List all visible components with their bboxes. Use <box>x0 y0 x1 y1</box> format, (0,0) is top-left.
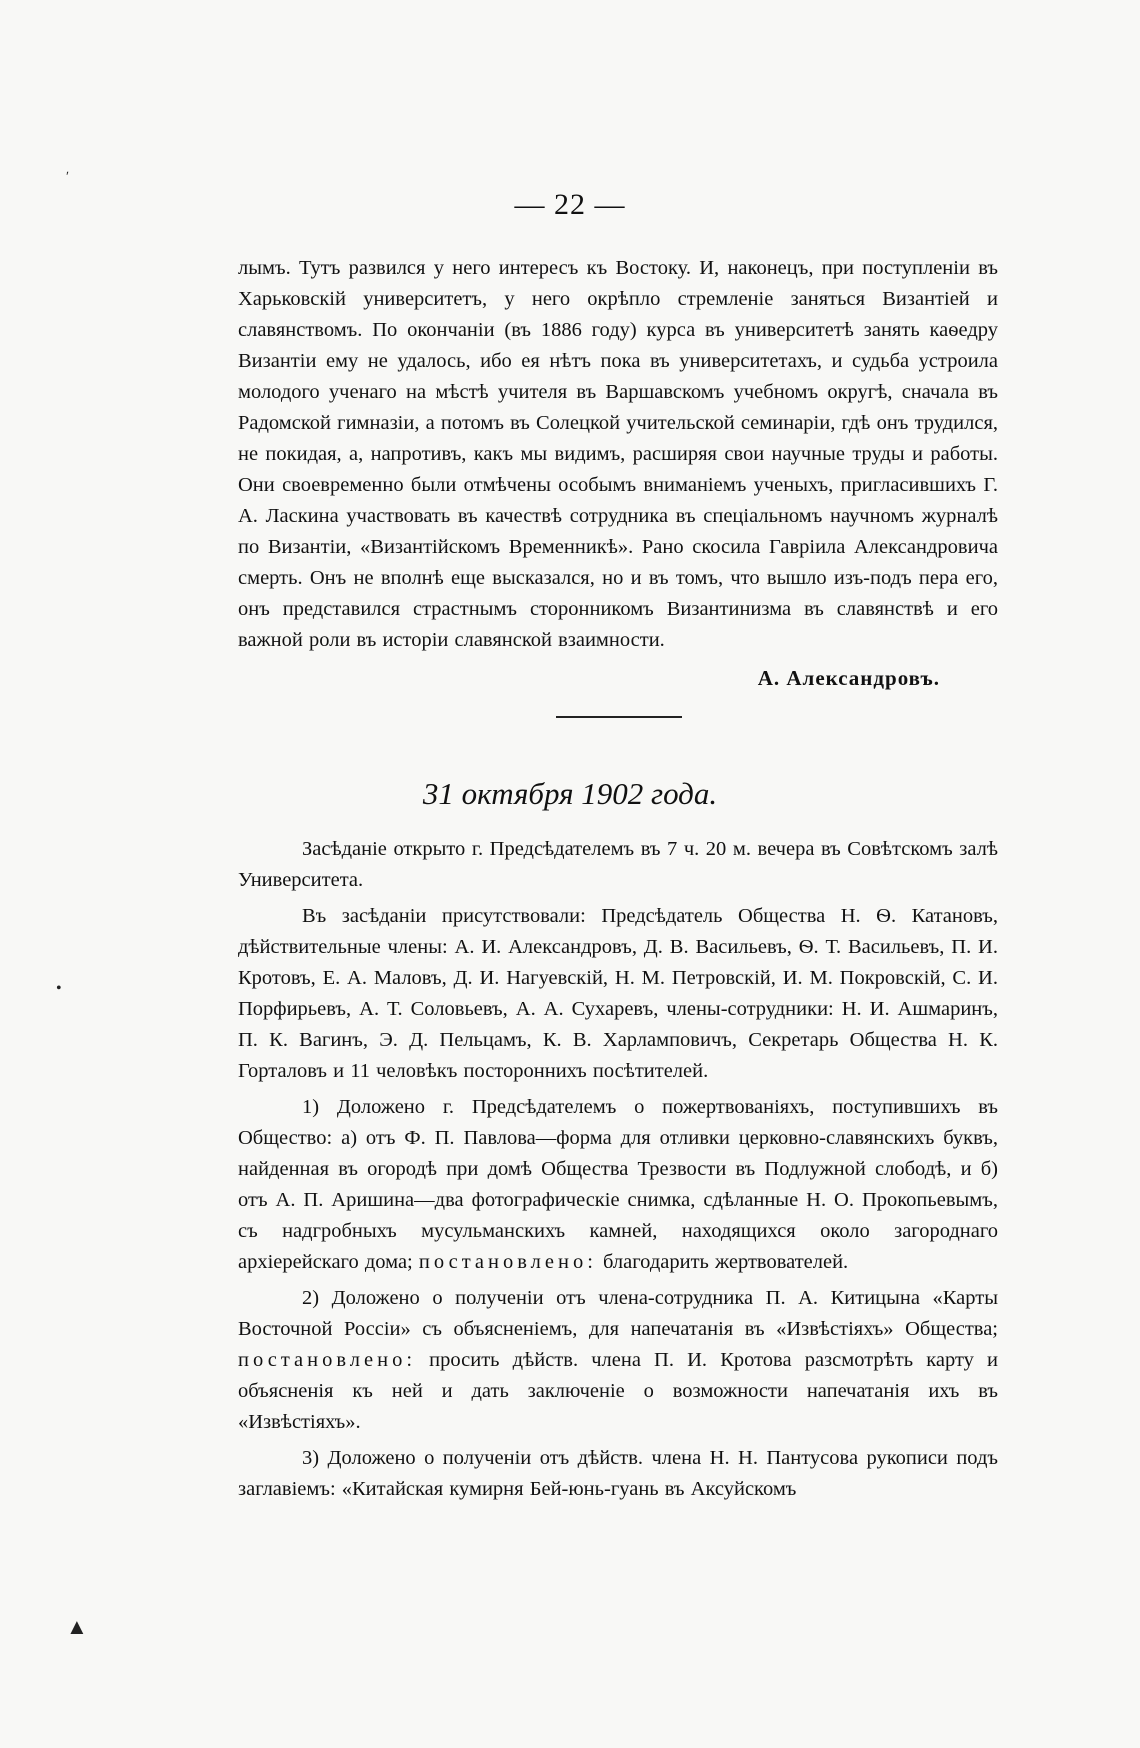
stray-mark: • <box>56 980 62 997</box>
attendance-paragraph: Въ засѣданіи присутствовали: Предсѣдатель Общества Н. Ѳ. Катановъ, дѣйствительные члены: А. И. Александровъ, Д. В. Васильевъ, Ѳ. Т. Васильевъ, П. И. Кротовъ, Е. А. Маловъ, Д. И. Нагуевскій, Н. М. Петровскій, И. М. Покровскій, С. И. Порфирьевъ, А. Т. Соловьевъ, А. А. Сухаревъ, члены-сотрудники: Н. И. Ашмаринъ, П. К. Вагинъ, Э. Д. Пельцамъ, К. В. Харламповичъ, Секретарь Общества Н. К. Горталовъ и 11 человѣкъ постороннихъ посѣтителей. <box>238 905 998 1082</box>
item-2 <box>238 1283 998 1438</box>
opening-paragraph: Засѣданіе открыто г. Предсѣдателемъ въ 7 ч. 20 м. вечера въ Совѣтскомъ залѣ Университета. <box>238 838 998 891</box>
item-1-text: 1) Доложено г. Предсѣдателемъ о пожертвованіяхъ, поступившихъ въ Общество: а) отъ Ф. П. Павлова—форма для отливки церковно-славянскихъ буквъ, найденная въ огородѣ при домѣ Общества Трезвости въ Подлужной слободѣ, и б) отъ А. П. Аришина—два фотографическіе снимка, сдѣланные Н. О. Прокопьевымъ, съ надгробныхъ мусульманскихъ камней, находящихся около загороднаго архіерейскаго дома; <box>238 1096 998 1273</box>
item-1-resolution: благодарить жертвователей. <box>603 1251 849 1273</box>
item-1-resolution-word: постановлено: <box>418 1251 597 1273</box>
page-number: — 22 — <box>514 188 626 221</box>
item-3: 3) Доложено о полученіи отъ дѣйств. члена Н. Н. Пантусова рукописи подъ заглавіемъ: «Китайская кумирня Бей-юнь-гуань въ Аксуйскомъ <box>238 1447 998 1500</box>
minutes-body <box>238 834 998 1510</box>
section-divider <box>556 716 682 718</box>
stray-mark: ʹ <box>66 170 70 185</box>
signature: А. Александровъ. <box>757 666 940 690</box>
item-2-resolution-word: постановлено: <box>238 1349 417 1371</box>
item-2-resolution: просить дѣйств. члена П. И. Кротова разсмотрѣть карту и объясненія къ ней и дать заключеніе о возможности напечатанія ихъ въ «Извѣстіяхъ». <box>238 1349 999 1433</box>
item-2-text: 2) Доложено о полученіи отъ члена-сотрудника П. А. Китицына «Карты Восточной Россіи» съ объясненіемъ, для напечатанія въ «Извѣстіяхъ» Общества; <box>238 1287 998 1340</box>
date-heading: 31 октября 1902 года. <box>422 776 718 811</box>
intro-paragraph: лымъ. Тутъ развился у него интересъ къ Востоку. И, наконецъ, при поступленіи въ Харьковскій университетъ, у него окрѣпло стремленіе заняться Византіей и славянствомъ. По окончаніи (въ 1886 году) курса въ университетѣ занять каѳедру Византіи ему не удалось, ибо ея нѣтъ пока въ университетахъ, и судьба устроила молодого ученаго на мѣстѣ учителя въ Варшавскомъ учебномъ округѣ, сначала въ Радомской гимназіи, а потомъ въ Солецкой учительской семинаріи, гдѣ онъ трудился, не покидая, а, напротивъ, какъ мы видимъ, расширяя свои научные труды и работы. Они своевременно были отмѣчены особымъ вниманіемъ ученыхъ, пригласившихъ Г. А. Ласкина участвовать въ качествѣ сотрудника въ спеціальномъ научномъ журналѣ по Византіи, «Византійскомъ Временникѣ». Рано скосила Гаврiила Александровича смерть. Онъ не вполнѣ еще высказался, но и въ томъ, что вышло изъ-подъ пера его, онъ представился страстнымъ сторонникомъ Византинизма въ славянствѣ и его важной роли въ исторіи славянской взаимности. <box>238 257 998 651</box>
stray-mark: ▲ <box>66 1614 88 1639</box>
item-1 <box>238 1092 998 1278</box>
